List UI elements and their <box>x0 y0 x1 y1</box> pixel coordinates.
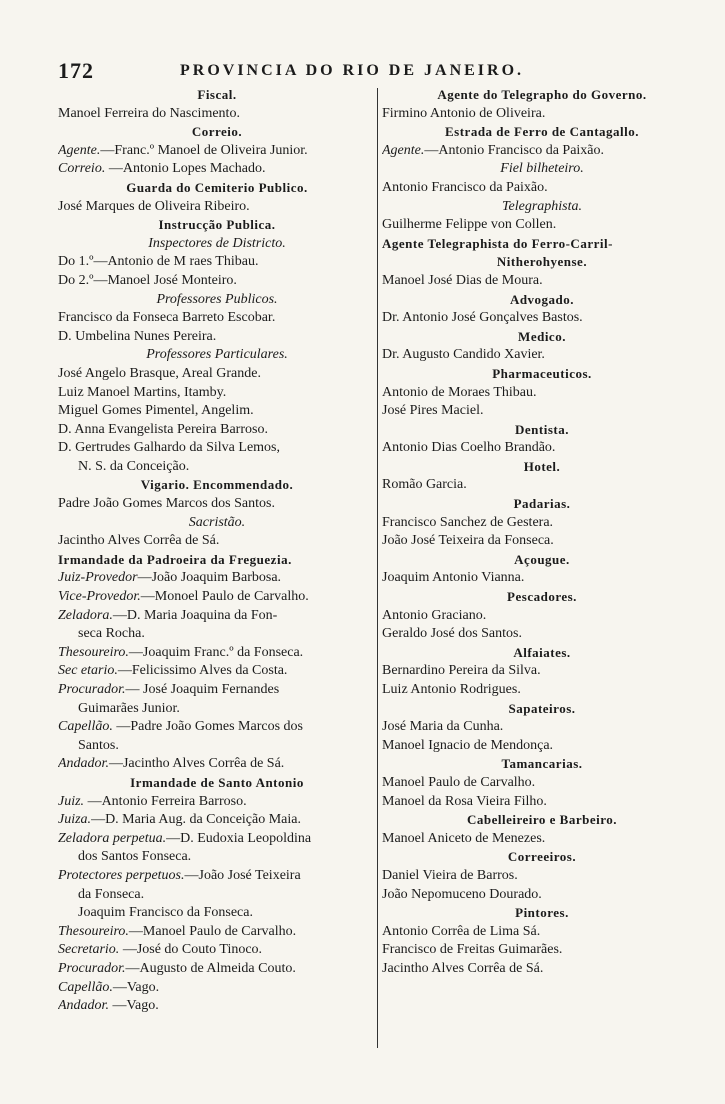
entry-text: Miguel Gomes Pimentel, Angelim. <box>58 403 254 419</box>
entry-text: Nitherohyense. <box>496 254 588 270</box>
entry-line <box>382 886 702 905</box>
entry-text: Padre João Gomes Marcos dos Santos. <box>58 496 275 512</box>
entry-text: —José do Couto Tinoco. <box>119 942 263 958</box>
entry-line <box>58 979 376 998</box>
entry-text: —Monoel Paulo de Carvalho. <box>140 589 309 605</box>
entry-line <box>58 569 376 588</box>
entry-line <box>58 421 376 440</box>
role-label: Vice-Provedor. <box>58 589 141 605</box>
entry-text: — José Joaquim Fernandes <box>125 682 280 697</box>
entry-line <box>58 384 376 403</box>
entry-line <box>58 532 376 551</box>
entry-text: —Felicissimo Alves da Costa. <box>117 663 288 679</box>
role-label: Correio. <box>58 161 106 177</box>
entry-line <box>58 253 376 272</box>
entry-line <box>58 142 376 161</box>
entry-text: José Pires Maciel. <box>382 403 484 419</box>
entry-line <box>58 941 376 960</box>
page-number: 172 <box>58 58 94 83</box>
entry-text: —Padre João Gomes Marcos dos <box>112 719 303 735</box>
entry-text: Francisco Sanchez de Gestera. <box>382 514 554 530</box>
entry-text: Manoel Aniceto de Menezes. <box>382 830 546 846</box>
entry-line <box>58 495 376 514</box>
entry-text: Medico. <box>518 328 566 344</box>
entry-text: Manoel José Dias de Moura. <box>382 272 543 288</box>
entry-text: Daniel Vieira de Barros. <box>382 867 518 883</box>
entry-text: —Vago. <box>108 998 159 1014</box>
role-label: Protectores perpetuos. <box>58 867 185 883</box>
role-label: Thesoureiro. <box>58 923 129 939</box>
role-label: Capellão. <box>58 979 113 995</box>
entry-text: da Fonseca. <box>78 886 145 902</box>
entry-line <box>382 923 702 942</box>
entry-text: Professores Publicos. <box>156 291 278 307</box>
entry-text: Guimarães Junior. <box>78 700 180 716</box>
entry-text: —Jacintho Alves Corrêa de Sá. <box>108 756 285 772</box>
entry-text: Firmino Antonio de Oliveira. <box>382 105 546 121</box>
entry-text: —Antonio Lopes Machado. <box>105 161 266 177</box>
entry-line <box>58 644 376 663</box>
entry-text: Manoel Ignacio de Mendonça. <box>382 737 554 753</box>
entry-line <box>382 960 702 979</box>
entry-line <box>58 160 376 179</box>
entry-text: Fiel bilheteiro. <box>500 161 584 177</box>
entry-text: Jacintho Alves Corrêa de Sá. <box>382 960 544 976</box>
entry-line <box>58 198 376 217</box>
entry-text: Estrada de Ferro de Cantagallo. <box>445 124 639 140</box>
entry-line <box>382 867 702 886</box>
entry-text: Pintores. <box>515 905 569 921</box>
role-label: Juiz-Provedor <box>58 570 138 586</box>
entry-text: Santos. <box>78 737 119 753</box>
entry-line <box>382 625 702 644</box>
entry-text: Joaquim Francisco da Fonseca. <box>78 905 253 921</box>
entry-text: Geraldo José dos Santos. <box>382 626 522 642</box>
entry-line <box>58 867 376 886</box>
entry-text: —Franc.º Manoel de Oliveira Junior. <box>100 142 308 158</box>
role-label: Andador. <box>58 998 109 1014</box>
section-heading <box>58 86 376 105</box>
section-heading <box>58 235 376 254</box>
entry-text: Guilherme Felippe von Collen. <box>382 217 557 233</box>
page-title: PROVINCIA DO RIO DE JANEIRO. <box>180 62 525 79</box>
entry-line <box>382 216 702 235</box>
entry-text: Dentista. <box>515 421 569 437</box>
entry-text: Bernardino Pereira da Silva. <box>382 663 541 679</box>
entry-line <box>382 830 702 849</box>
entry-text: —Joaquim Franc.º da Fonseca. <box>128 644 304 660</box>
entry-line <box>58 272 376 291</box>
entry-text: Telegraphista. <box>502 198 582 214</box>
section-heading <box>382 86 702 105</box>
left-column <box>58 86 376 1016</box>
entry-line <box>58 662 376 681</box>
entry-text: Pharmaceuticos. <box>492 365 592 381</box>
entry-text: dos Santos Fonseca. <box>78 849 192 865</box>
section-heading <box>58 476 376 495</box>
entry-text: Dr. Antonio José Gonçalves Bastos. <box>382 310 583 326</box>
entry-text: Dr. Augusto Candido Xavier. <box>382 347 545 363</box>
entry-line <box>382 384 702 403</box>
entry-line <box>58 886 376 905</box>
entry-text: Inspectores de Districto. <box>148 235 286 251</box>
entry-text: Antonio Corrêa de Lima Sá. <box>382 923 541 939</box>
entry-text: —D. Eudoxia Leopoldina <box>166 830 312 846</box>
role-label: Andador. <box>58 756 109 772</box>
section-heading <box>382 253 702 272</box>
entry-line <box>382 681 702 700</box>
entry-text: Alfaiates. <box>513 644 571 660</box>
entry-text: Francisco da Fonseca Barreto Escobar. <box>58 310 276 326</box>
entry-line <box>382 476 702 495</box>
section-heading <box>382 458 702 477</box>
entry-line <box>58 737 376 756</box>
section-heading <box>382 588 702 607</box>
section-heading <box>382 551 702 570</box>
entry-line <box>58 105 376 124</box>
entry-line <box>58 607 376 626</box>
entry-line <box>58 923 376 942</box>
role-label: Thesoureiro. <box>58 644 129 660</box>
entry-line <box>58 328 376 347</box>
entry-text: João José Teixeira da Fonseca. <box>382 533 554 549</box>
entry-line <box>58 365 376 384</box>
entry-text: Antonio Francisco da Paixão. <box>382 179 548 195</box>
entry-text: —Vago. <box>112 979 160 995</box>
entry-line <box>382 532 702 551</box>
entry-text: Agente do Telegrapho do Governo. <box>437 87 647 102</box>
section-heading <box>382 123 702 142</box>
entry-text: Antonio de Moraes Thibau. <box>382 384 537 400</box>
section-heading <box>382 904 702 923</box>
role-label: Procurador. <box>58 682 126 697</box>
entry-text: D. Umbelina Nunes Pereira. <box>58 328 217 344</box>
entry-text: Do 2.º—Manoel José Monteiro. <box>58 272 237 288</box>
section-heading <box>382 291 702 310</box>
entry-line <box>58 439 376 458</box>
entry-line <box>58 700 376 719</box>
entry-line <box>58 681 376 700</box>
entry-line <box>382 105 702 124</box>
entry-line <box>58 458 376 477</box>
role-label: Capellão. <box>58 719 113 735</box>
role-label: Sec etario. <box>58 663 118 679</box>
entry-text: —D. Maria Aug. da Conceição Maia. <box>91 812 302 828</box>
entry-text: Joaquim Antonio Vianna. <box>382 570 525 586</box>
entry-text: Jacintho Alves Corrêa de Sá. <box>58 533 220 549</box>
entry-line <box>58 960 376 979</box>
entry-line <box>382 941 702 960</box>
section-heading <box>58 551 376 570</box>
entry-text: Irmandade da Padroeira da Freguezia. <box>58 551 292 567</box>
section-heading <box>58 514 376 533</box>
entry-line <box>58 904 376 923</box>
section-heading <box>58 123 376 142</box>
entry-text: —João Joaquim Barbosa. <box>137 570 282 586</box>
entry-line <box>58 718 376 737</box>
role-label: Agente. <box>382 142 425 158</box>
entry-text: Manoel Ferreira do Nascimento. <box>58 105 240 121</box>
entry-line <box>382 346 702 365</box>
entry-text: Hotel. <box>523 458 561 474</box>
role-label: Secretario. <box>58 942 120 958</box>
section-heading <box>382 644 702 663</box>
entry-text: Sapateiros. <box>508 700 576 716</box>
entry-text: Luiz Manoel Martins, Itamby. <box>58 384 227 400</box>
entry-line <box>58 588 376 607</box>
right-column <box>382 86 702 979</box>
entry-line <box>58 997 376 1016</box>
entry-text: —D. Maria Joaquina da Fon- <box>112 607 278 623</box>
entry-line <box>58 309 376 328</box>
section-heading <box>58 216 376 235</box>
entry-text: Manoel da Rosa Vieira Filho. <box>382 793 547 809</box>
entry-text: Irmandade de Santo Antonio <box>130 774 304 790</box>
entry-text: Professores Particulares. <box>146 347 288 363</box>
section-heading <box>58 291 376 310</box>
entry-text: Cabelleireiro e Barbeiro. <box>466 812 618 828</box>
entry-text: Antonio Graciano. <box>382 607 487 623</box>
entry-text: Correeiros. <box>507 849 577 865</box>
entry-text: —Antonio Ferreira Barroso. <box>84 793 247 809</box>
entry-text: —Antonio Francisco da Paixão. <box>424 142 605 158</box>
entry-text: José Marques de Oliveira Ribeiro. <box>58 198 250 214</box>
entry-text: Açougue. <box>514 551 570 567</box>
entry-text: Guarda do Cemiterio Publico. <box>126 179 308 195</box>
role-label: Procurador. <box>58 960 126 976</box>
entry-text: Francisco de Freitas Guimarães. <box>382 942 563 958</box>
section-heading <box>382 365 702 384</box>
entry-line <box>382 662 702 681</box>
section-heading <box>58 774 376 793</box>
role-label: Zeladora perpetua. <box>58 830 167 846</box>
section-heading <box>382 235 702 254</box>
entry-line <box>382 793 702 812</box>
section-heading <box>382 160 702 179</box>
role-label: Juiza. <box>58 812 92 828</box>
entry-text: Vigario. Encommendado. <box>140 477 294 493</box>
entry-line <box>58 848 376 867</box>
entry-line <box>382 569 702 588</box>
section-heading <box>382 495 702 514</box>
entry-line <box>382 179 702 198</box>
entry-line <box>58 625 376 644</box>
entry-text: seca Rocha. <box>78 626 145 642</box>
entry-line <box>382 402 702 421</box>
entry-text: —Augusto de Almeida Couto. <box>125 960 296 976</box>
entry-line <box>382 309 702 328</box>
entry-text: Manoel Paulo de Carvalho. <box>382 774 536 790</box>
role-label: Agente. <box>58 142 101 158</box>
section-heading <box>58 346 376 365</box>
entry-line <box>382 607 702 626</box>
entry-text: Fiscal. <box>197 87 237 102</box>
entry-text: Advogado. <box>509 291 575 307</box>
section-heading <box>382 811 702 830</box>
section-heading <box>382 328 702 347</box>
entry-text: Pescadores. <box>507 589 577 605</box>
role-label: Zeladora. <box>58 607 113 623</box>
entry-text: —João José Teixeira <box>184 867 301 883</box>
entry-text: Padarias. <box>513 496 571 512</box>
entry-text: Do 1.º—Antonio de M raes Thibau. <box>58 254 259 270</box>
entry-text: —Manoel Paulo de Carvalho. <box>128 923 297 939</box>
entry-text: Antonio Dias Coelho Brandão. <box>382 440 556 456</box>
entry-text: José Angelo Brasque, Areal Grande. <box>58 365 261 381</box>
role-label: Juiz. <box>58 793 85 809</box>
entry-line <box>382 774 702 793</box>
entry-text: Luiz Antonio Rodrigues. <box>382 682 521 697</box>
section-heading <box>382 700 702 719</box>
entry-line <box>382 439 702 458</box>
entry-text: João Nepomuceno Dourado. <box>382 886 542 902</box>
section-heading <box>58 179 376 198</box>
entry-text: Romão Garcia. <box>382 477 467 493</box>
entry-line <box>58 755 376 774</box>
entry-text: José Maria da Cunha. <box>382 719 504 735</box>
entry-text: Correio. <box>191 124 243 140</box>
entry-text: D. Anna Evangelista Pereira Barroso. <box>58 421 268 437</box>
entry-text: N. S. da Conceição. <box>78 458 190 474</box>
section-heading <box>382 421 702 440</box>
entry-line <box>382 272 702 291</box>
entry-line <box>382 737 702 756</box>
entry-line <box>58 793 376 812</box>
entry-line <box>58 830 376 849</box>
entry-text: Agente Telegraphista do Ferro-Carril- <box>382 235 613 251</box>
entry-line <box>382 142 702 161</box>
column-divider <box>377 88 378 1048</box>
entry-text: Tamancarias. <box>501 756 583 772</box>
entry-line <box>382 718 702 737</box>
entry-line <box>58 811 376 830</box>
entry-text: Sacristão. <box>188 514 246 530</box>
section-heading <box>382 198 702 217</box>
section-heading <box>382 755 702 774</box>
entry-line <box>58 402 376 421</box>
entry-line <box>382 514 702 533</box>
section-heading <box>382 848 702 867</box>
entry-text: D. Gertrudes Galhardo da Silva Lemos, <box>58 440 280 456</box>
entry-text: Instrucção Publica. <box>158 217 276 233</box>
